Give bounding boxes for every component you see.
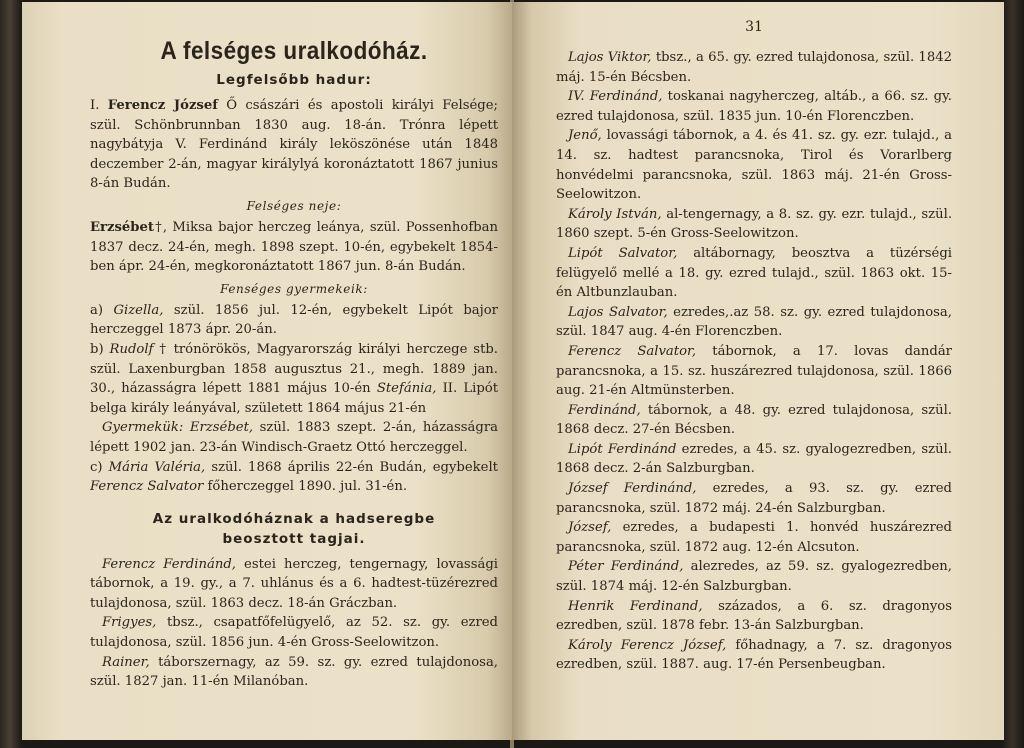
page-title: A felséges uralkodóház. <box>160 37 428 65</box>
list-item: Rainer, táborszernagy, az 59. sz. gy. ezred tulajdonosa, szül. 1827 jan. 11-én Milanóban. <box>90 654 498 690</box>
paragraph-child-a: a) Gizella, szül. 1856 jul. 12-én, egybekelt Lipót bajor herczeggel 1873 ápr. 20-án. <box>90 302 498 338</box>
list-item: Lajos Viktor, tbsz., a 65. gy. ezred tulajdonosa, szül. 1842 máj. 15-én Bécsben. <box>556 50 952 85</box>
paragraph-grandchild: Gyermekük: Erzsébet, szül. 1883 szept. 2-án, házasságra lépett 1902 jan. 23-án Windisch-Graetz Ottó herczeggel. <box>90 420 498 455</box>
list-item: Péter Ferdinánd, alezredes, az 59. sz. gyalogezredben, szül. 1874 máj. 12-én Salzburgban. <box>556 559 952 595</box>
list-item: Ferencz Ferdinánd, estei herczeg, tengernagy, lovassági tábornok, a 19. gy., a 7. uhlánus és a 6. hadtest-tüzérezred tulajdonosa, szül. 1863 decz. 18-án Gráczban. <box>90 556 498 611</box>
list-item: József Ferdinánd, ezredes, a 93. sz. gy. ezred parancsnoka, szül. 1872 máj. 24-én Salzburgban. <box>556 481 952 516</box>
section-heading-army: Az uralkodóháznak a hadseregbe beosztott tagjai. <box>152 510 436 547</box>
list-item: Károly Ferencz József, főhadnagy, a 7. sz. dragonyos ezredben, szül. 1887. aug. 17-én Persenbeugban. <box>556 637 952 673</box>
section-heading-supreme-commander: Legfelsőbb hadur: <box>216 72 372 88</box>
heading-consort: Felséges neje: <box>246 198 342 213</box>
paragraph-child-b: b) Rudolf † trónörökös, Magyarország királyi herczege stb. szül. Laxenburgban 1858 augusztus 21., megh. 1889 jan. 30., házasságra lépett 1881 május 10-én Stefánia, II. Lipót belga király leányával, született 1864 május 21-én <box>90 341 498 416</box>
list-item: Jenő, lovassági tábornok, a 4. és 41. sz. gy. ezr. tulajd., a 14. sz. hadtest parancsnoka, Tirol és Vorarlberg honvédelmi parancsnoka, szül. 1863 máj. 21-én Gross-Seelowitzon. <box>556 128 952 203</box>
list-item: IV. Ferdinánd, toskanai nagyherczeg, altáb., a 66. sz. gy. ezred tulajdonosa, szül. 1835 jun. 10-én Florenczben. <box>556 89 952 124</box>
right-page <box>512 2 1004 740</box>
list-item: Frigyes, tbsz., csapatfőfelügyelő, az 52. sz. gy. ezred tulajdonosa, szül. 1856 jun. 4-én Gross-Seelowitzon. <box>90 615 498 651</box>
list-item: Ferdinánd, tábornok, a 48. gy. ezred tulajdonosa, szül. 1868 decz. 27-én Bécsben. <box>556 402 952 438</box>
list-item: Lipót Salvator, altábornagy, beosztva a tüzérségi felügyelő mellé a 18. gy. ezred tulajd., szül. 1863 okt. 15-én Altbunzlauban. <box>556 245 952 301</box>
list-item: Lajos Salvator, ezredes,.az 58. sz. gy. ezred tulajdonosa, szül. 1847 aug. 4-én Florenczben. <box>556 304 952 340</box>
left-page <box>22 2 512 740</box>
page-number: 31 <box>745 19 763 35</box>
heading-children: Fenséges gyermekeik: <box>220 281 368 296</box>
paragraph-king: I. Ferencz József Ő császári és apostoli királyi Felsége; szül. Schönbrunnban 1830 aug. 18-án. Trónra lépett nagybátyja V. Ferdinánd király leköszönése után 1848 deczember 2-án, magyar királylyá koronáztatott 1867 junius 8-án Budán. <box>90 98 498 192</box>
list-item: József, ezredes, a budapesti 1. honvéd huszárezred parancsnoka, szül. 1872 aug. 12-én Alcsuton. <box>556 520 952 555</box>
list-item: Károly István, al-tengernagy, a 8. sz. gy. ezr. tulajd., szül. 1860 szept. 5-én Gross-Seelowitzon. <box>556 206 953 242</box>
list-item: Ferencz Salvator, tábornok, a 17. lovas dandár parancsnoka, a 15. sz. huszárezred tulajdonosa, szül. 1866 aug. 21-én Altmünsterben. <box>556 343 952 399</box>
paragraph-consort: Erzsébet†, Miksa bajor herczeg leánya, szül. Possenhofban 1837 decz. 24-én, megh. 1898 szept. 10-én, egybekelt 1854-ben ápr. 24-én, megkoronáztatott 1867 jun. 8-án Budán. <box>90 219 498 275</box>
list-item: Lipót Ferdinánd ezredes, a 45. sz. gyalogezredben, szül. 1868 decz. 2-án Salzburgban. <box>556 441 952 477</box>
paragraph-child-c: c) Mária Valéria, szül. 1868 április 22-én Budán, egybekelt Ferencz Salvator főherczeggel 1890. jul. 31-én. <box>90 459 498 495</box>
list-item: Henrik Ferdinand, százados, a 6. sz. dragonyos ezredben, szül. 1878 febr. 13-án Salzburgban. <box>556 598 952 634</box>
